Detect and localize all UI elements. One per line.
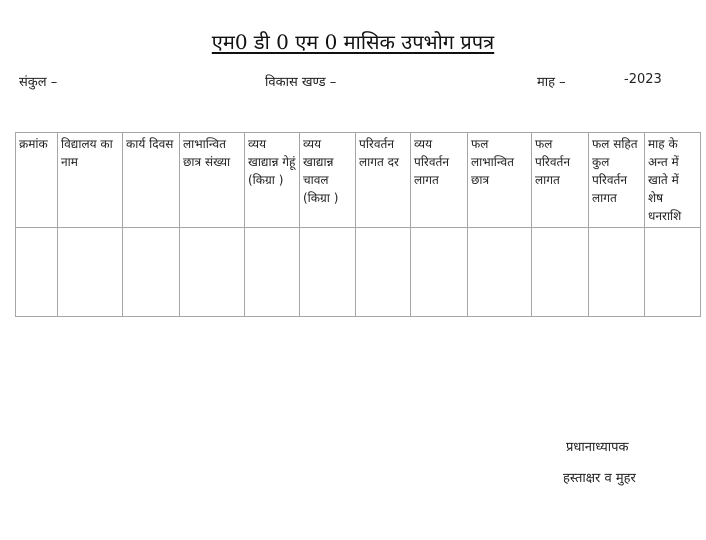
headmaster-label: प्रधानाध्यापक bbox=[566, 440, 629, 455]
col-fruit-cost-header: फल परिवर्तन लागत bbox=[532, 133, 589, 228]
table-cell[interactable] bbox=[645, 228, 701, 317]
col-rice-consumed-header: व्यय खाद्यान्न चावल (किग्रा ) bbox=[300, 133, 356, 228]
col-balance-header: माह के अन्त में खाते में शेष धनराशि bbox=[645, 133, 701, 228]
col-conversion-cost-header: व्यय परिवर्तन लागत bbox=[411, 133, 468, 228]
table-cell[interactable] bbox=[468, 228, 532, 317]
col-work-days-header: कार्य दिवस bbox=[123, 133, 180, 228]
table-cell[interactable] bbox=[16, 228, 58, 317]
col-wheat-consumed-header: व्यय खाद्यान्न गेहूं (किग्रा ) bbox=[245, 133, 300, 228]
col-school-name-header: विद्यालय का नाम bbox=[58, 133, 123, 228]
consumption-table bbox=[15, 132, 701, 317]
table-cell[interactable] bbox=[356, 228, 411, 317]
table-cell[interactable] bbox=[411, 228, 468, 317]
month-label: माह – bbox=[537, 75, 566, 90]
table-cell[interactable] bbox=[123, 228, 180, 317]
table-cell[interactable] bbox=[58, 228, 123, 317]
col-beneficiary-students-header: लाभान्वित छात्र संख्या bbox=[180, 133, 245, 228]
table-cell[interactable] bbox=[300, 228, 356, 317]
vikas-khand-label: विकास खण्ड – bbox=[265, 75, 337, 90]
table-cell[interactable] bbox=[589, 228, 645, 317]
col-total-cost-header: फल सहित कुल परिवर्तन लागत bbox=[589, 133, 645, 228]
col-serial-header: क्रमांक bbox=[16, 133, 58, 228]
form-title bbox=[0, 28, 706, 55]
table-cell[interactable] bbox=[245, 228, 300, 317]
col-fruit-students-header: फल लाभान्वित छात्र bbox=[468, 133, 532, 228]
table-cell[interactable] bbox=[180, 228, 245, 317]
table-header-row bbox=[16, 133, 701, 228]
signature-stamp-label: हस्ताक्षर व मुहर bbox=[563, 471, 636, 486]
year-label: -2023 bbox=[624, 72, 662, 87]
table-cell[interactable] bbox=[532, 228, 589, 317]
table-row bbox=[16, 228, 701, 317]
form-title-text: एम0 डी 0 एम 0 मासिक उपभोग प्रपत्र bbox=[211, 30, 495, 54]
col-conversion-rate-header: परिवर्तन लागत दर bbox=[356, 133, 411, 228]
sankul-label: संकुल – bbox=[19, 75, 58, 90]
